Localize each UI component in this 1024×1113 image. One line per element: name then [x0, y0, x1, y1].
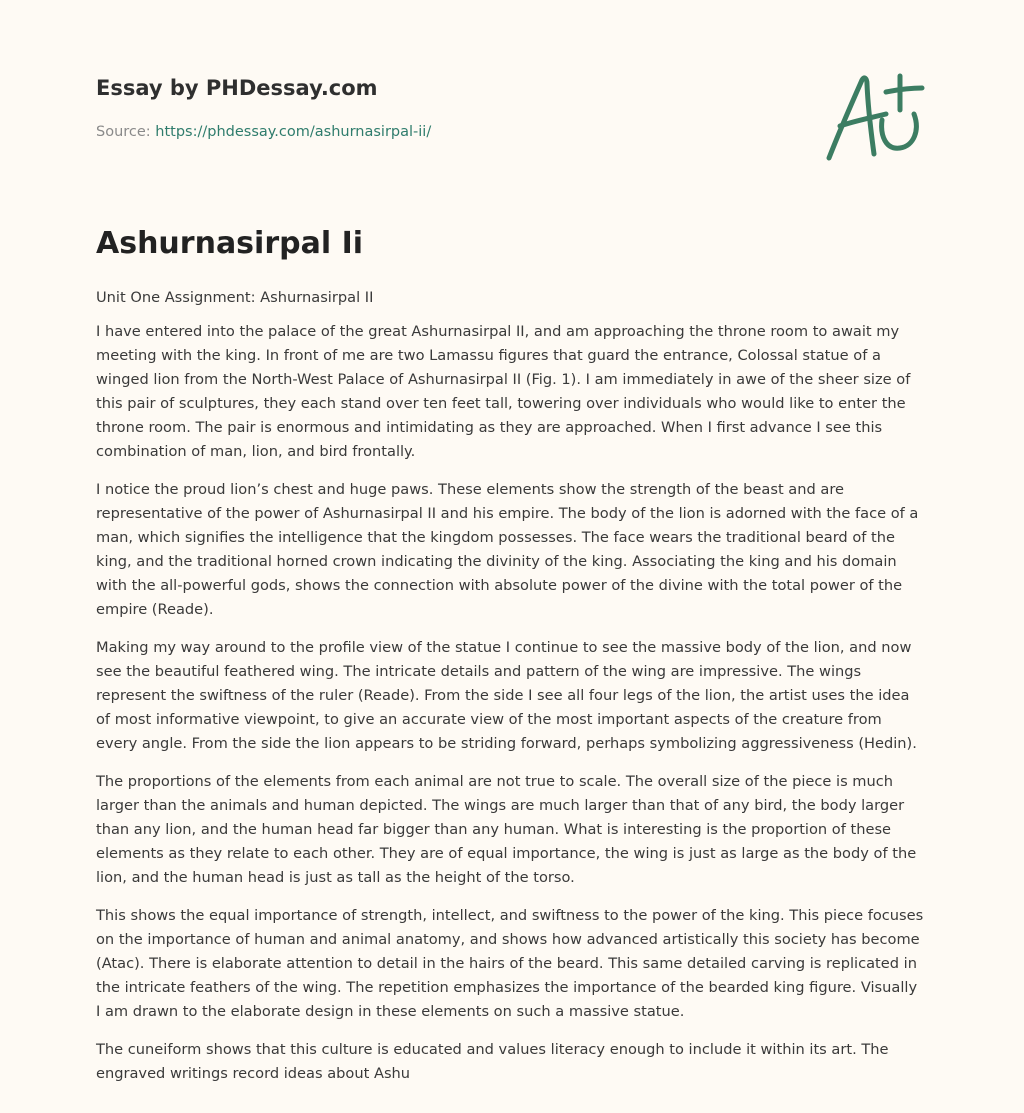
source-line	[96, 124, 431, 140]
essay-paragraph: Making my way around to the profile view of the statue I continue to see the massive body of the lion, and now see the beautiful feathered wing. The intricate details and pattern of the wing are impressive. The wings represent the swiftness of the ruler (Reade). From the side I see all four legs of the lion, the artist uses the idea of most informative viewpoint, to give an accurate view of the most important aspects of the creature from every angle. From the side the lion appears to be striding forward, perhaps symbolizing aggressiveness (Hedin).	[96, 639, 917, 752]
source-label: Source:	[96, 124, 156, 140]
essay-paragraph: This shows the equal importance of strength, intellect, and swiftness to the power of the king. This piece focuses on the importance of human and animal anatomy, and shows how advanced artistically this society has become (Atac). There is elaborate attention to detail in the hairs of the beard. This same detailed carving is replicated in the intricate feathers of the wing. The repetition emphasizes the importance of the bearded king figure. Visually I am drawn to the elaborate design in these elements on such a massive statue.	[96, 907, 924, 1020]
essay-content	[96, 286, 926, 1100]
essay-subtitle: Unit One Assignment: Ashurnasirpal II	[96, 289, 374, 306]
essay-title: Ashurnasirpal Ii	[96, 226, 364, 261]
essay-paragraph: I notice the proud lion’s chest and huge paws. These elements show the strength of the beast and are representative of the power of Ashurnasirpal II and his empire. The body of the lion is adorned with the face of a man, which signifies the intelligence that the kingdom possesses. The face wears the traditional beard of the king, and the traditional horned crown indicating the divinity of the king. Associating the king and his domain with the all-powerful gods, shows the connection with absolute power of the divine with the total power of the empire (Reade).	[96, 481, 919, 618]
essay-paragraph: The proportions of the elements from each animal are not true to scale. The overall size of the piece is much larger than the animals and human depicted. The wings are much larger than that of any bird, the body larger than any lion, and the human head far bigger than any human. What is interesting is the proportion of these elements as they relate to each other. They are of equal importance, the wing is just as large as the body of the lion, and the human head is just as tall as the height of the torso.	[96, 773, 917, 886]
site-title: Essay by PHDessay.com	[96, 76, 378, 100]
essay-paragraph: I have entered into the palace of the great Ashurnasirpal II, and am approaching the throne room to await my meeting with the king. In front of me are two Lamassu figures that guard the entrance, Colossal statue of a winged lion from the North-West Palace of Ashurnasirpal II (Fig. 1). I am immediately in awe of the sheer size of this pair of sculptures, they each stand over ten feet tall, towering over individuals who would like to enter the throne room. The pair is enormous and intimidating as they are approached. When I first advance I see this combination of man, lion, and bird frontally.	[96, 323, 911, 460]
a-plus-logo-icon	[824, 70, 926, 164]
source-link[interactable]: https://phdessay.com/ashurnasirpal-ii/	[155, 124, 432, 140]
essay-paragraph: The cuneiform shows that this culture is educated and values literacy enough to include it within its art. The engraved writings record ideas about Ashu	[96, 1041, 889, 1082]
